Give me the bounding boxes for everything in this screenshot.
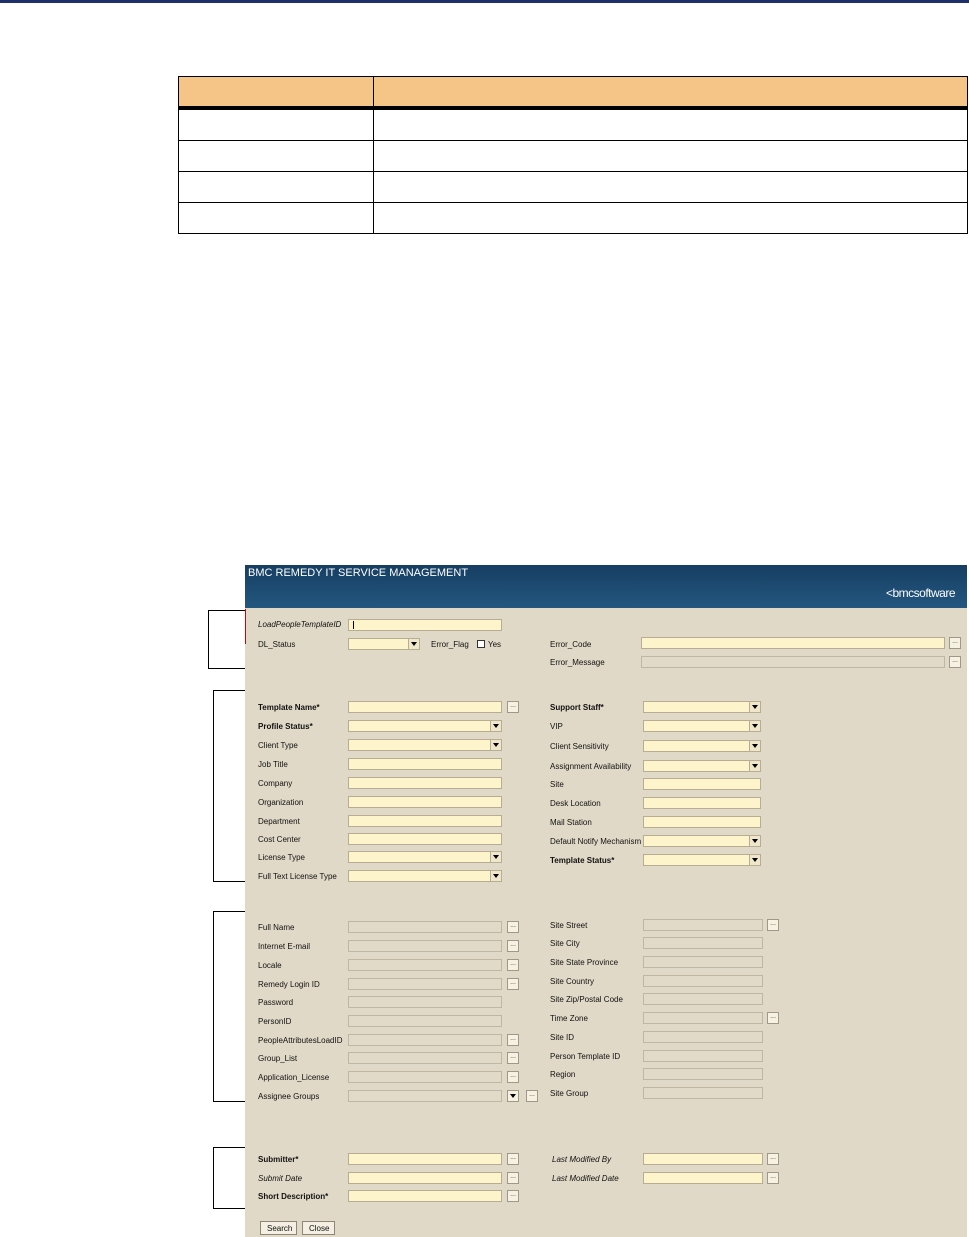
time-zone-field <box>643 1012 763 1024</box>
cost-center-label: Cost Center <box>258 835 301 844</box>
site-label: Site <box>550 780 564 789</box>
support-staff-select[interactable] <box>643 701 761 713</box>
locale-label: Locale <box>258 961 282 970</box>
load-template-id-label: LoadPeopleTemplateID <box>258 620 342 629</box>
app-banner <box>245 565 967 608</box>
company-input[interactable] <box>348 777 502 789</box>
assignee-groups-field <box>348 1090 502 1102</box>
template-status-select[interactable] <box>643 854 761 866</box>
site-country-label: Site Country <box>550 977 595 986</box>
table-row <box>179 141 968 172</box>
dl-status-select[interactable] <box>348 638 420 650</box>
site-zip-postal-code-field <box>643 993 763 1005</box>
remedy-login-id-label: Remedy Login ID <box>258 980 320 989</box>
site-city-field <box>643 937 763 949</box>
last-modified-date-input[interactable] <box>643 1172 763 1184</box>
table-row <box>179 203 968 234</box>
chevron-down-icon <box>749 721 760 731</box>
region-field <box>643 1068 763 1080</box>
client-type-label: Client Type <box>258 741 298 750</box>
person-template-id-label: Person Template ID <box>550 1052 621 1061</box>
organization-label: Organization <box>258 798 304 807</box>
full-text-license-type-label: Full Text License Type <box>258 872 337 881</box>
site-group-field <box>643 1087 763 1099</box>
template-name-lookup-button[interactable]: ... <box>507 701 519 713</box>
site-id-label: Site ID <box>550 1033 575 1042</box>
personid-label: PersonID <box>258 1017 292 1026</box>
dl-status-label: DL_Status <box>258 640 296 649</box>
department-input[interactable] <box>348 815 502 827</box>
error-message-label: Error_Message <box>550 658 605 667</box>
site-state-province-field <box>643 956 763 968</box>
last-modified-date-label: Last Modified Date <box>552 1174 619 1183</box>
red-focus-marker <box>245 609 246 644</box>
submitter-input[interactable] <box>348 1153 502 1165</box>
remedy-login-id-field <box>348 978 502 990</box>
full-name-field <box>348 921 502 933</box>
bmc-logo: <bmcsoftware <box>885 586 955 600</box>
organization-input[interactable] <box>348 796 502 808</box>
short-description-label: Short Description* <box>258 1192 329 1201</box>
client-type-select[interactable] <box>348 739 502 751</box>
short-description-input[interactable] <box>348 1190 502 1202</box>
assignee-groups-label: Assignee Groups <box>258 1092 320 1101</box>
last-modified-by-input[interactable] <box>643 1153 763 1165</box>
mail-station-label: Mail Station <box>550 818 592 827</box>
chevron-down-icon <box>408 639 419 649</box>
license-type-label: License Type <box>258 853 305 862</box>
error-flag-yes-label: Yes <box>488 640 502 649</box>
error-code-label: Error_Code <box>550 640 592 649</box>
last-modified-by-lookup-button[interactable]: ... <box>767 1153 779 1165</box>
department-label: Department <box>258 817 300 826</box>
vip-select[interactable] <box>643 720 761 732</box>
site-input[interactable] <box>643 778 761 790</box>
time-zone-lookup-button[interactable]: ... <box>767 1012 779 1024</box>
full-name-lookup-button[interactable]: ... <box>507 921 519 933</box>
error-message-field <box>641 656 945 668</box>
client-sensitivity-label: Client Sensitivity <box>550 742 609 751</box>
internet-e-mail-label: Internet E-mail <box>258 942 311 951</box>
internet-e-mail-lookup-button[interactable]: ... <box>507 940 519 952</box>
template-name-label: Template Name* <box>258 703 320 712</box>
peopleattributesloadid-label: PeopleAttributesLoadID <box>258 1036 343 1045</box>
site-street-field <box>643 919 763 931</box>
chevron-down-icon <box>490 871 501 881</box>
chevron-down-icon <box>749 836 760 846</box>
load-template-id-input[interactable] <box>348 619 502 631</box>
submit-date-label: Submit Date <box>258 1174 303 1183</box>
error-code-input[interactable] <box>641 637 945 649</box>
error-flag-checkbox[interactable] <box>477 640 485 648</box>
site-zip-postal-code-label: Site Zip/Postal Code <box>550 995 623 1004</box>
submitter-lookup-button[interactable]: ... <box>507 1153 519 1165</box>
license-type-select[interactable] <box>348 851 502 863</box>
internet-e-mail-field <box>348 940 502 952</box>
page-top-rule <box>0 0 969 3</box>
job-title-input[interactable] <box>348 758 502 770</box>
site-group-label: Site Group <box>550 1089 589 1098</box>
site-country-field <box>643 975 763 987</box>
empty-document-table <box>178 76 968 234</box>
group-list-field <box>348 1052 502 1064</box>
locale-lookup-button[interactable]: ... <box>507 959 519 971</box>
site-city-label: Site City <box>550 939 580 948</box>
remedy-login-id-lookup-button[interactable]: ... <box>507 978 519 990</box>
password-label: Password <box>258 998 294 1007</box>
last-modified-date-lookup-button[interactable]: ... <box>767 1172 779 1184</box>
password-field <box>348 996 502 1008</box>
time-zone-label: Time Zone <box>550 1014 588 1023</box>
region-label: Region <box>550 1070 576 1079</box>
close-button[interactable]: Close <box>302 1221 335 1235</box>
locale-field <box>348 959 502 971</box>
profile-status-label: Profile Status* <box>258 722 313 731</box>
error-message-lookup-button[interactable]: ... <box>949 656 961 668</box>
assignee-groups-lookup-button[interactable]: ... <box>526 1090 538 1102</box>
search-button[interactable]: Search <box>260 1221 297 1235</box>
application-license-lookup-button[interactable]: ... <box>507 1071 519 1083</box>
site-state-province-label: Site State Province <box>550 958 619 967</box>
profile-status-select[interactable] <box>348 720 502 732</box>
full-text-license-type-select[interactable] <box>348 870 502 882</box>
assignment-availability-select[interactable] <box>643 760 761 772</box>
table-row <box>179 172 968 203</box>
application-license-label: Application_License <box>258 1073 330 1082</box>
error-code-lookup-button[interactable]: ... <box>949 637 961 649</box>
cost-center-input[interactable] <box>348 833 502 845</box>
desk-location-label: Desk Location <box>550 799 601 808</box>
submit-date-lookup-button[interactable]: ... <box>507 1172 519 1184</box>
full-name-label: Full Name <box>258 923 295 932</box>
table-header-row <box>179 77 968 109</box>
assignee-groups-dropdown-button[interactable] <box>507 1090 519 1102</box>
group-list-lookup-button[interactable]: ... <box>507 1052 519 1064</box>
peopleattributesloadid-field <box>348 1034 502 1046</box>
app-title: BMC REMEDY IT SERVICE MANAGEMENT <box>248 567 469 579</box>
vip-label: VIP <box>550 722 563 731</box>
default-notify-mechanism-select[interactable] <box>643 835 761 847</box>
assignment-availability-label: Assignment Availability <box>550 762 632 771</box>
chevron-down-icon <box>490 721 501 731</box>
submit-date-input[interactable] <box>348 1172 502 1184</box>
remedy-form-window <box>245 565 967 1237</box>
desk-location-input[interactable] <box>643 797 761 809</box>
default-notify-mechanism-label: Default Notify Mechanism <box>550 837 642 846</box>
template-status-label: Template Status* <box>550 856 615 865</box>
chevron-down-icon <box>749 855 760 865</box>
chevron-down-icon <box>749 741 760 751</box>
site-id-field <box>643 1031 763 1043</box>
peopleattributesloadid-lookup-button[interactable]: ... <box>507 1034 519 1046</box>
chevron-down-icon <box>749 702 760 712</box>
job-title-label: Job Title <box>258 760 288 769</box>
chevron-down-icon <box>490 852 501 862</box>
chevron-down-icon <box>749 761 760 771</box>
table-row <box>179 108 968 141</box>
site-street-label: Site Street <box>550 921 588 930</box>
submitter-label: Submitter* <box>258 1155 299 1164</box>
callout-bracket-load <box>208 610 245 669</box>
mail-station-input[interactable] <box>643 816 761 828</box>
template-name-input[interactable] <box>348 701 502 713</box>
support-staff-label: Support Staff* <box>550 703 604 712</box>
company-label: Company <box>258 779 293 788</box>
person-template-id-field <box>643 1050 763 1062</box>
personid-field <box>348 1015 502 1027</box>
short-description-lookup-button[interactable]: ... <box>507 1190 519 1202</box>
chevron-down-icon <box>490 740 501 750</box>
application-license-field <box>348 1071 502 1083</box>
client-sensitivity-select[interactable] <box>643 740 761 752</box>
site-street-lookup-button[interactable]: ... <box>767 919 779 931</box>
error-flag-label: Error_Flag <box>431 640 469 649</box>
last-modified-by-label: Last Modified By <box>552 1155 612 1164</box>
group-list-label: Group_List <box>258 1054 298 1063</box>
